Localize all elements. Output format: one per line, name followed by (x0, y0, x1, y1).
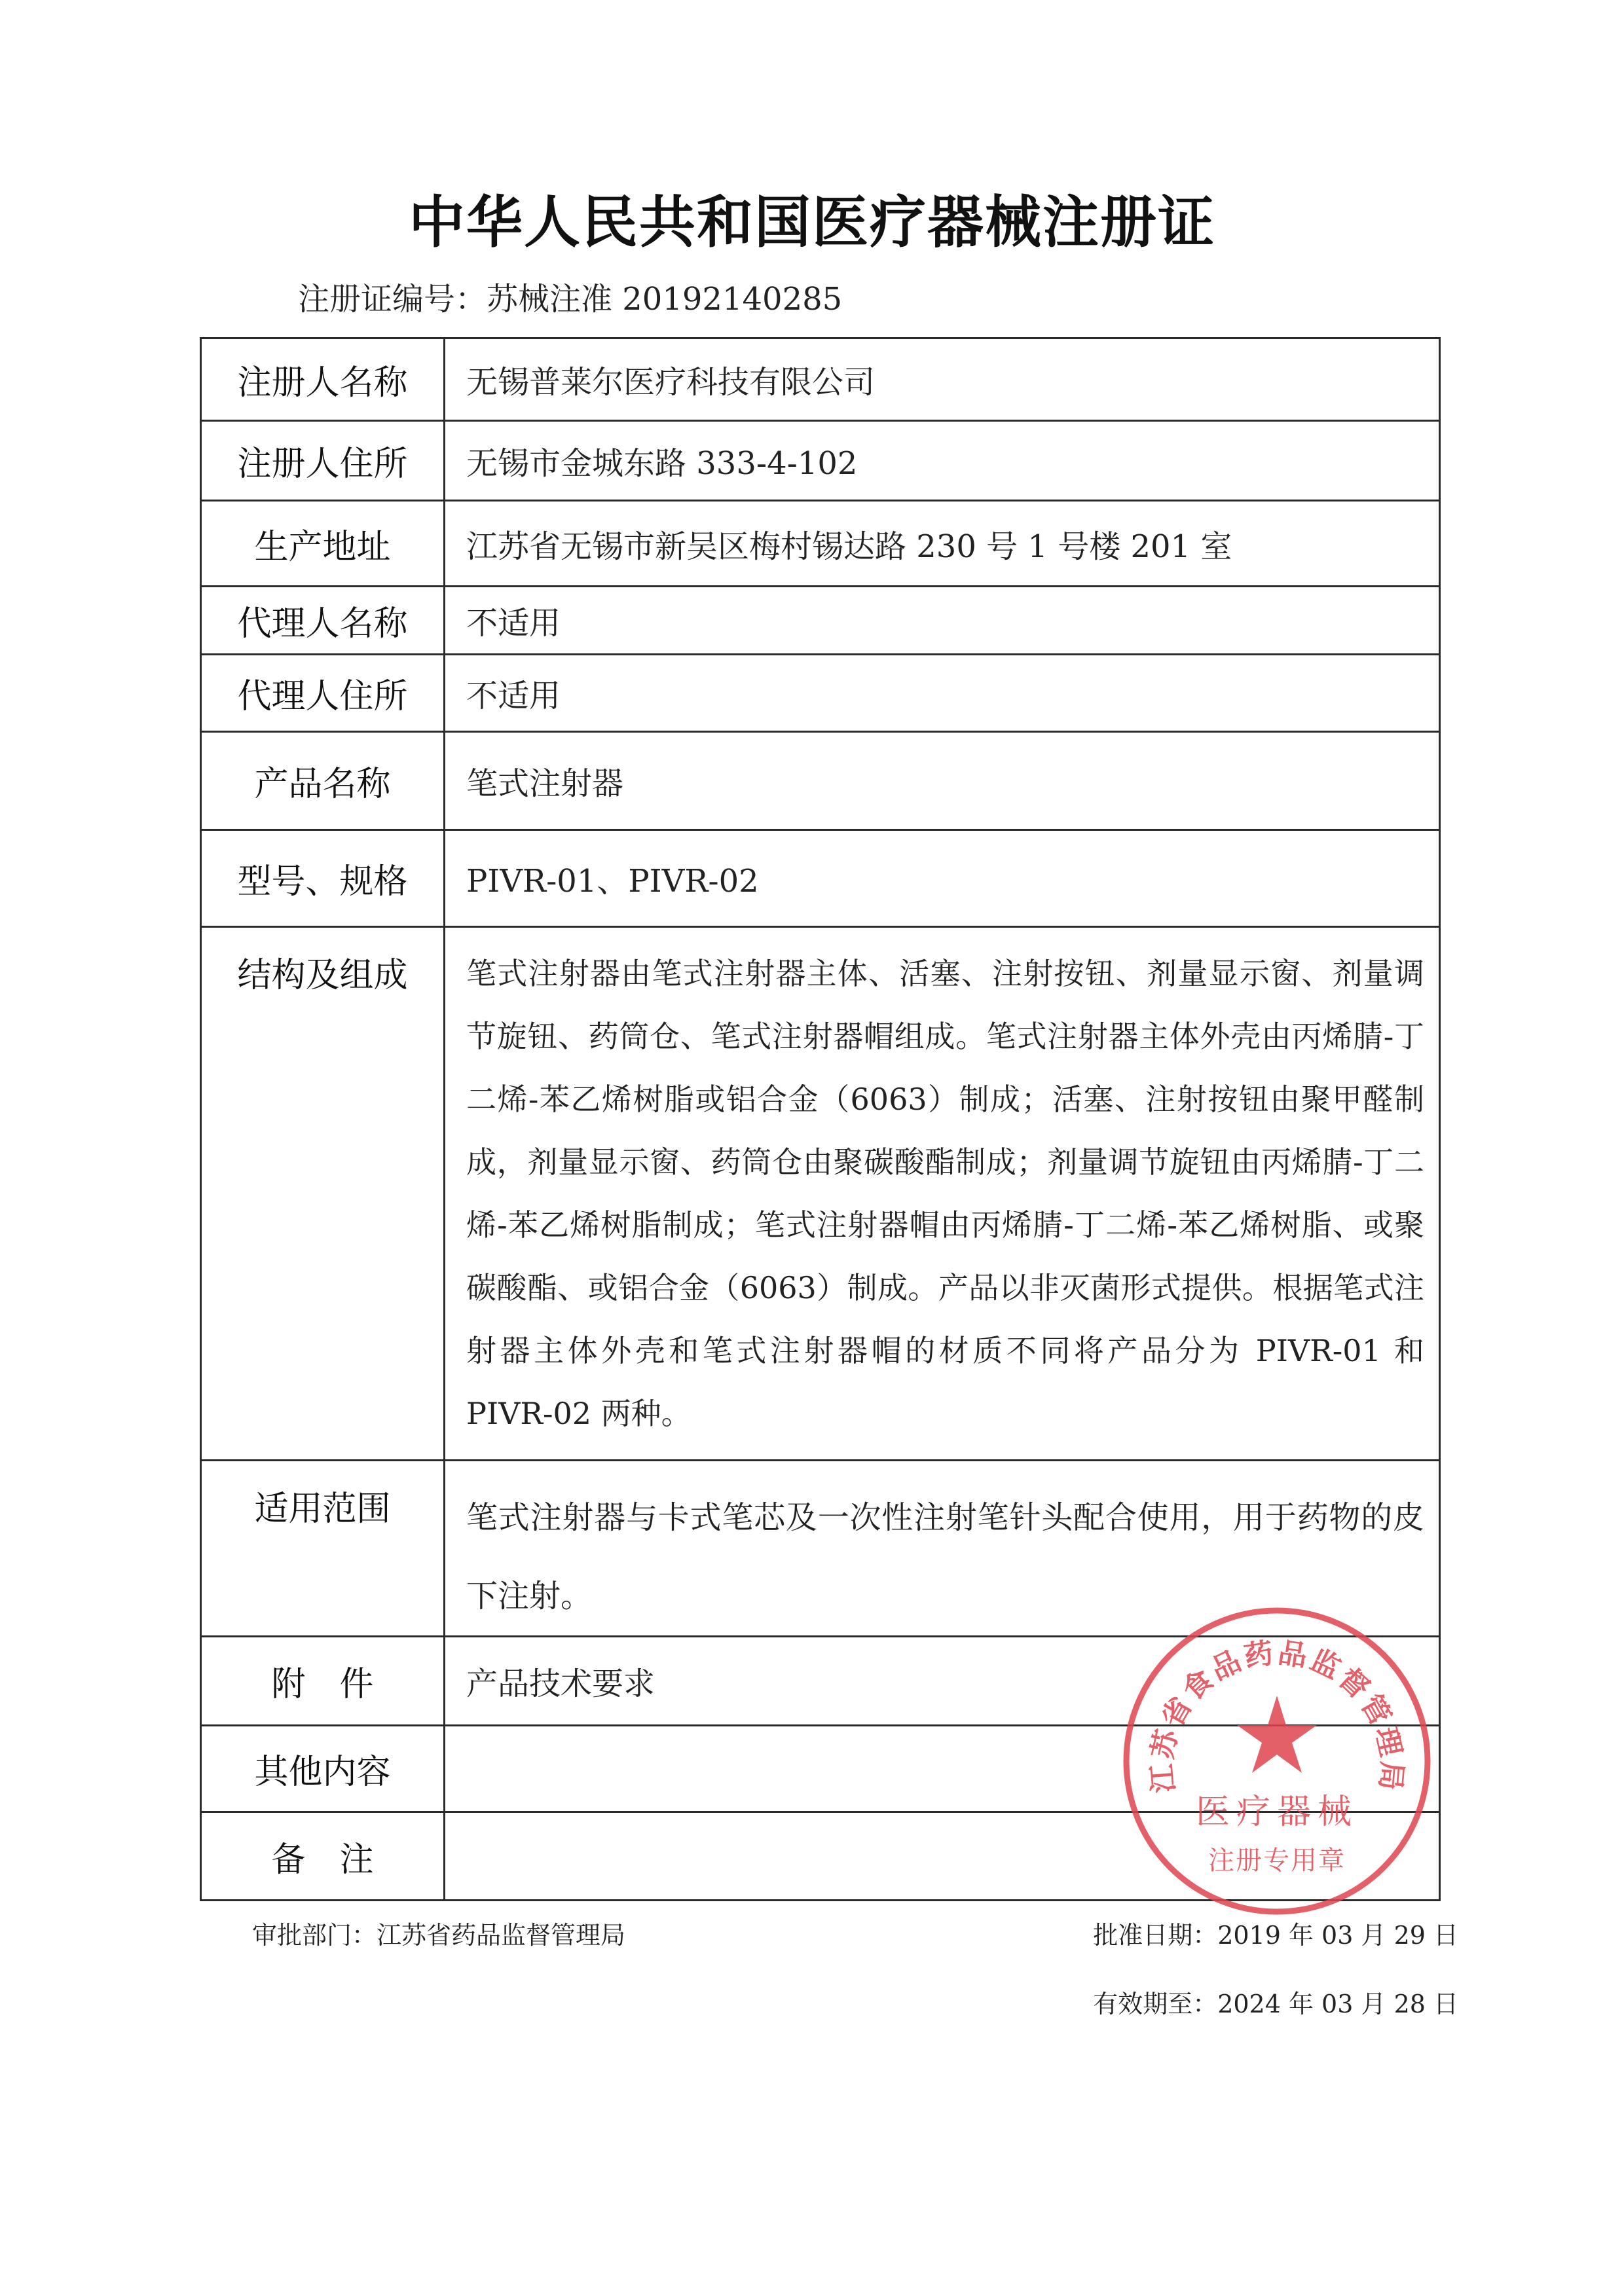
label-agent-name: 代理人名称 (201, 587, 445, 655)
seal-text-bottom: 注册专用章 (1208, 1846, 1346, 1876)
value-registrant-name: 无锡普莱尔医疗科技有限公司 (445, 338, 1440, 421)
value-agent-address: 不适用 (445, 655, 1440, 732)
value-product-name: 笔式注射器 (445, 732, 1440, 830)
table-row (201, 732, 1440, 830)
value-scope: 笔式注射器与卡式笔芯及一次性注射笔针头配合使用，用于药物的皮下注射。 (445, 1461, 1440, 1637)
label-attachment: 附 件 (201, 1637, 445, 1726)
label-scope: 适用范围 (201, 1461, 445, 1637)
label-registrant-address: 注册人住所 (201, 421, 445, 501)
value-agent-name: 不适用 (445, 587, 1440, 655)
official-seal-icon (1113, 1597, 1441, 1925)
table-row (201, 655, 1440, 732)
label-production-address: 生产地址 (201, 501, 445, 587)
table-row (201, 501, 1440, 587)
table-row (201, 421, 1440, 501)
approval-department: 审批部门：江苏省药品监督管理局 (252, 1921, 626, 1950)
label-model-spec: 型号、规格 (201, 830, 445, 927)
page-title: 中华人民共和国医疗器械注册证 (409, 190, 1215, 255)
valid-until-date: 有效期至：2024 年 03 月 28 日 (1093, 1990, 1458, 2018)
registration-number: 注册证编号：苏械注准 20192140285 (298, 281, 843, 318)
seal-text-top: 江苏省食品药品监督管理局 (1145, 1635, 1409, 1795)
approval-date: 批准日期：2019 年 03 月 29 日 (1093, 1921, 1458, 1950)
label-remarks: 备 注 (201, 1812, 445, 1901)
value-attachment: 产品技术要求 (445, 1637, 1440, 1726)
table-row (201, 830, 1440, 927)
table-row (201, 927, 1440, 1461)
label-registrant-name: 注册人名称 (201, 338, 445, 421)
value-model-spec: PIVR-01、PIVR-02 (445, 830, 1440, 927)
value-structure: 笔式注射器由笔式注射器主体、活塞、注射按钮、剂量显示窗、剂量调节旋钮、药筒仓、笔式注射器帽组成。笔式注射器主体外壳由丙烯腈-丁二烯-苯乙烯树脂或铝合金（6063）制成；活塞、注射按钮由聚甲醛制成，剂量显示窗、药筒仓由聚碳酸酯制成；剂量调节旋钮由丙烯腈-丁二烯-苯乙烯树脂制成；笔式注射器帽由丙烯腈-丁二烯-苯乙烯树脂、或聚碳酸酯、或铝合金（6063）制成。产品以非灭菌形式提供。根据笔式注射器主体外壳和笔式注射器帽的材质不同将产品分为 PIVR-01 和 PIVR-02 两种。 (445, 927, 1440, 1461)
label-other: 其他内容 (201, 1726, 445, 1812)
table-row (201, 338, 1440, 421)
label-agent-address: 代理人住所 (201, 655, 445, 732)
seal-text-middle: 医疗器械 (1195, 1793, 1359, 1832)
label-product-name: 产品名称 (201, 732, 445, 830)
label-structure: 结构及组成 (201, 927, 445, 1461)
table-row (201, 587, 1440, 655)
value-production-address: 江苏省无锡市新吴区梅村锡达路 230 号 1 号楼 201 室 (445, 501, 1440, 587)
value-registrant-address: 无锡市金城东路 333-4-102 (445, 421, 1440, 501)
